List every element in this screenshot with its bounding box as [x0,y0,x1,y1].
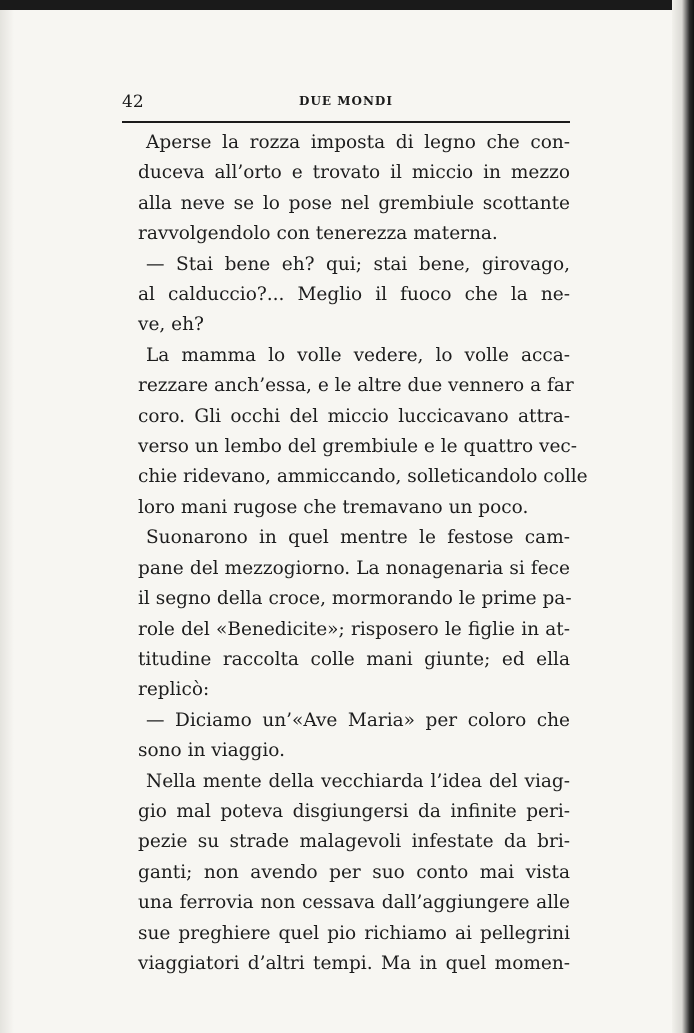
body-text [138,128,588,979]
text-line: sono in viaggio. [138,740,285,762]
text-line: pane del mezzogiorno. La nonagenaria si fece [138,557,570,579]
text-line: il segno della croce, mormorando le prime pa- [138,588,572,610]
text-line: Suonarono in quel mentre le festose cam- [146,527,570,549]
text-line: pezie su strade malagevoli infestate da bri- [138,831,570,853]
text-line: chie ridevano, ammiccando, solleticandolo colle [138,466,588,488]
text-line: alla neve se lo pose nel grembiule scottante [138,192,570,214]
text-line: replicò: [138,679,210,701]
text-line: Aperse la rozza imposta di legno che con- [146,132,570,153]
scan-left-shade [0,10,14,1033]
text-line: coro. Gli occhi del miccio luccicavano attra- [138,405,570,427]
text-line: La mamma lo volle vedere, lo volle acca- [146,344,570,366]
header-rule [122,121,570,123]
text-line: Nella mente della vecchiarda l’idea del viag- [146,770,570,792]
text-line: gio mal poteva disgiungersi da infinite peri- [138,800,570,822]
text-line: sue preghiere quel pio richiamo ai pellegrini [138,922,570,944]
text-line: — Diciamo un’«Ave Maria» per coloro che [146,709,570,731]
text-line: loro mani rugose che tremavano un poco. [138,496,529,518]
text-line: ravvolgendolo con tenerezza materna. [138,223,498,245]
text-line: role del «Benedicite»; risposero le figlie in at- [138,618,570,640]
text-line: al calduccio?... Meglio il fuoco che la ne- [138,284,570,306]
page-header [122,90,570,120]
text-line: viaggiatori d’altri tempi. Ma in quel momen- [138,952,570,974]
text-line: ganti; non avendo per suo conto mai vista [138,861,570,883]
scan-top-edge [0,0,694,10]
text-line: ve, eh? [138,314,204,336]
text-line: — Stai bene eh? qui; stai bene, girovago, [146,253,570,275]
page-number: 42 [122,92,144,112]
running-title: DUE MONDI [299,94,393,108]
text-line: rezzare anch’essa, e le altre due vennero a far [138,375,574,397]
scan-right-edge [672,0,694,1033]
text-line: una ferrovia non cessava dall’aggiungere alle [138,892,570,914]
text-line: verso un lembo del grembiule e le quattro vec- [138,436,578,458]
text-line: titudine raccolta colle mani giunte; ed ella [138,648,570,670]
text-line: duceva all’orto e trovato il miccio in mezzo [138,162,570,184]
